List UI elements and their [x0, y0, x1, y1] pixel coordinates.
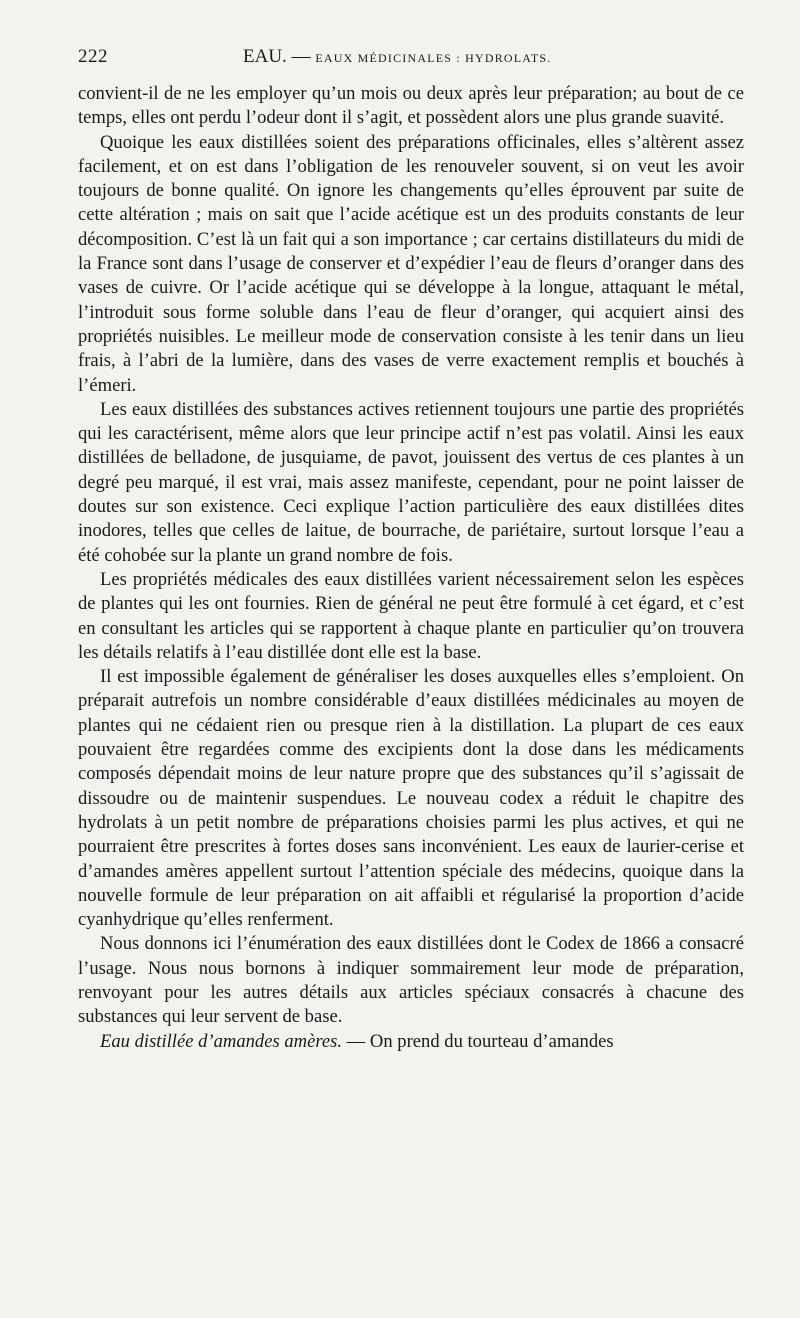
paragraph-doses: Il est impossible également de généraliser les doses auxquelles elles s’emploient. On préparait autrefois un nombre considérable d’eaux distillées médicinales au moyen de plantes qui ne cédaient rien ou presque rien à la distillation. La plupart de ces eaux pouvaient être regardées comme des excipients dont la dose dans les médicaments composés dépendait moins de leur nature propre que des substances qu’il s’agissait de dissoudre ou de maintenir suspendues. Le nouveau codex a réduit le chapitre des hydrolats à un petit nombre de préparations choisies parmi les plus actives, et qui ne pourraient être prescrites à fortes doses sans inconvénient. Les eaux de laurier-cerise et d’amandes amères appellent surtout l’attention spéciale des médecins, quoique dans la nouvelle formule de leur préparation on ait affaibli et régularisé la proportion d’acide cyanhydrique qu’elles renferment. — [78, 666, 744, 931]
paragraph-medical-properties: Les propriétés médicales des eaux distillées varient nécessairement selon les espèces de plantes qui les ont fournies. Rien de général ne peut être formulé à cet égard, et c’est en consultant les articles qui se rapportent à chaque plante en particulier qu’on trouvera les détails relatifs à l’eau distillée dont elle est la base. — [78, 568, 744, 663]
paragraph-active-substances: Les eaux distillées des substances actives retiennent toujours une partie des propriétés qui les caractérisent, même alors que leur principe actif n’est pas volatil. Ainsi les eaux distillées de belladone, de jusquiame, de pavot, jouissent des vertus de ces plantes à un degré peu marqué, il est vrai, mais assez manifeste, cependant, pour ne point laisser de doutes sur son existence. Ceci explique l’action particulière des eaux distillées dites inodores, telles que celles de laitue, de bourrache, de pariétaire, surtout lorsque l’eau a été cohobée sur la plante un grand nombre de fois. — [78, 398, 744, 566]
entry-text: — On prend du tourteau d’amandes — [342, 1030, 614, 1052]
paragraph-continued: convient-il de ne les employer qu’un mois ou deux après leur préparation; au bout de ce temps, elles ont perdu l’odeur dont il s’agit, et possèdent alors une plus grande suavité. — [78, 83, 744, 129]
running-head-subtitle: EAUX MÉDICINALES : HYDROLATS. — [315, 51, 552, 65]
entry-title: Eau distillée d’amandes amères. — [100, 1030, 343, 1052]
paragraph-alteration: Quoique les eaux distillées soient des préparations officinales, elles s’altèrent assez facilement, et on est dans l’obligation de les renouveler souvent, si on veut les avoir toujours de bonne qualité. On ignore les changements qu’elles éprouvent par suite de cette altération ; mais on sait que l’acide acétique est un des produits constants de leur décomposition. C’est là un fait qui a son importance ; car certains distillateurs du midi de la France sont dans l’usage de conserver et d’expédier l’eau de fleurs d’oranger dans des vases de cuivre. Or l’acide acétique qui se développe à la longue, attaquant le métal, l’introduit sous forme soluble dans l’eau de fleur d’oranger, qui acquiert ainsi des propriétés nuisibles. Le meilleur mode de conservation consiste à les tenir dans un lieu frais, à l’abri de la lumière, dans des vases de verre exactement remplis et bouchés à l’émeri. — [78, 131, 744, 396]
running-head-separator: — — [286, 46, 316, 67]
running-head-title: EAU. — [243, 46, 287, 67]
paragraph-enumeration: Nous donnons ici l’énumération des eaux distillées dont le Codex de 1866 a consacré l’usage. Nous nous bornons à indiquer sommairement leur mode de préparation, renvoyant pour les autres détails aux articles spéciaux consacrés à chacune des substances qui leur servent de base. — [78, 933, 744, 1028]
paragraph-bitter-almond-water — [78, 1030, 744, 1054]
running-head — [243, 46, 551, 68]
body-text — [78, 82, 744, 1054]
page-number: 222 — [78, 46, 108, 67]
running-header — [78, 46, 742, 74]
